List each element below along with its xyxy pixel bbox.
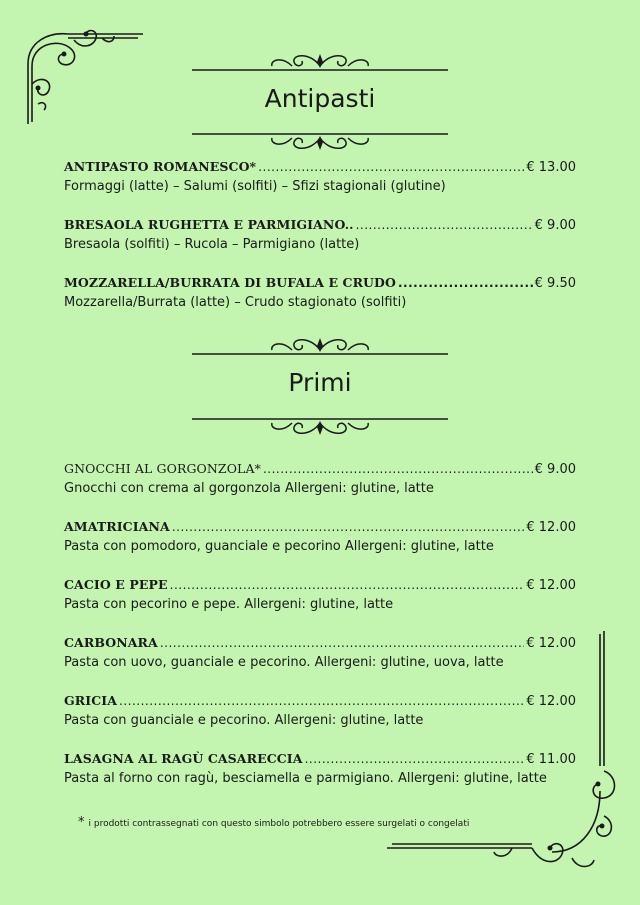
menu-item	[64, 576, 576, 615]
dot-leader	[160, 634, 525, 652]
menu-item	[64, 460, 576, 499]
item-price: € 12.00	[526, 694, 576, 709]
corner-flourish-top-left	[18, 24, 148, 129]
menu-item	[64, 692, 576, 731]
item-description: Pasta con pomodoro, guanciale e pecorino Allergeni: glutine, latte	[64, 539, 494, 554]
dot-leader	[258, 158, 524, 176]
item-name: CACIO E PEPE	[64, 577, 168, 592]
item-description: Formaggi (latte) – Salumi (solfiti) – Sfizi stagionali (glutine)	[64, 179, 446, 194]
item-price: € 12.00	[526, 578, 576, 593]
ornament-divider-top-antipasti	[192, 48, 448, 88]
dot-leader	[263, 460, 533, 478]
dot-leader	[398, 274, 533, 292]
item-description: Gnocchi con crema al gorgonzola Allergeni: glutine, latte	[64, 481, 434, 496]
dot-leader	[305, 750, 525, 768]
menu-item	[64, 518, 576, 557]
item-name: GNOCCHI AL GORGONZOLA*	[64, 461, 261, 476]
menu-item	[64, 216, 576, 255]
item-description: Pasta con uovo, guanciale e pecorino. Allergeni: glutine, uova, latte	[64, 655, 504, 670]
ornament-divider-bottom-primi	[192, 413, 448, 453]
item-price: € 12.00	[526, 636, 576, 651]
item-price: € 12.00	[526, 520, 576, 535]
item-price: € 9.50	[534, 276, 576, 291]
item-price: € 13.00	[526, 160, 576, 175]
section-title-antipasti: Antipasti	[264, 84, 376, 113]
item-name: CARBONARA	[64, 635, 158, 650]
item-description: Mozzarella/Burrata (latte) – Crudo stagionato (solfiti)	[64, 295, 407, 310]
section-title-primi: Primi	[288, 368, 352, 397]
item-name: AMATRICIANA	[64, 519, 170, 534]
dot-leader	[170, 576, 525, 594]
item-name: MOZZARELLA/BURRATA DI BUFALA E CRUDO	[64, 275, 396, 290]
menu-item	[64, 750, 576, 789]
dot-leader	[119, 692, 524, 710]
item-name: GRICIA	[64, 693, 118, 708]
dot-leader	[356, 216, 533, 234]
item-price: € 11.00	[526, 752, 576, 767]
footnote-text: i prodotti contrassegnati con questo simbolo potrebbero essere surgelati o congelati	[88, 819, 470, 829]
item-name: ANTIPASTO ROMANESCO*	[64, 159, 257, 174]
ornament-divider-top-primi	[192, 332, 448, 372]
item-name: BRESAOLA RUGHETTA E PARMIGIANO..	[64, 217, 354, 232]
menu-item	[64, 274, 576, 313]
item-name: LASAGNA AL RAGÙ CASARECCIA	[64, 751, 303, 766]
dot-leader	[172, 518, 525, 536]
item-price: € 9.00	[534, 218, 576, 233]
item-description: Pasta al forno con ragù, besciamella e parmigiano. Allergeni: glutine, latte	[64, 771, 547, 786]
menu-item	[64, 634, 576, 673]
item-price: € 9.00	[534, 462, 576, 477]
asterisk-symbol: *	[78, 815, 85, 830]
item-description: Pasta con pecorino e pepe. Allergeni: glutine, latte	[64, 597, 394, 612]
menu-item	[64, 158, 576, 197]
item-description: Bresaola (solfiti) – Rucola – Parmigiano (latte)	[64, 237, 360, 252]
item-description: Pasta con guanciale e pecorino. Allergeni: glutine, latte	[64, 713, 424, 728]
footnote	[78, 815, 469, 830]
